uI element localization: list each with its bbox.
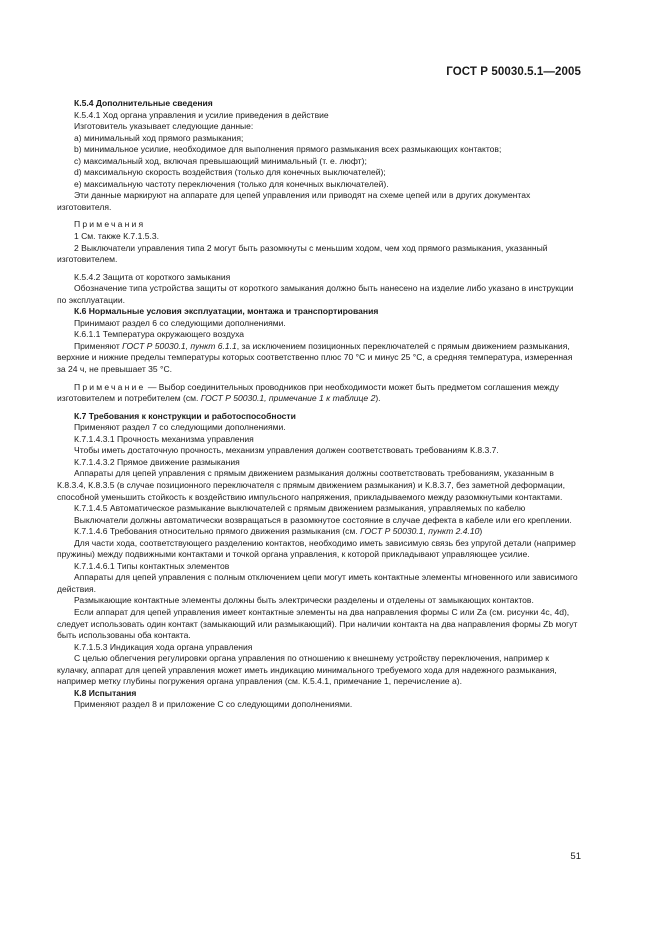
text-run: ). — [375, 393, 381, 404]
page-number: 51 — [570, 851, 581, 862]
list-item: d) максимальную скорость воздействия (только для конечных выключателей); — [74, 167, 386, 178]
note-item: 2 Выключатели управления типа 2 могут быть разомкнуты с меньшим ходом, чем ход прямого размыкания, указанный изготовителем. — [57, 242, 548, 265]
subsection-title: К.7.1.4.3.1 Прочность механизма управления — [74, 433, 254, 444]
body-paragraph: Эти данные маркируют на аппарате для цепей управления или приводят на схеме цепей или в других документах изготовителя. — [57, 190, 531, 212]
list-item: с) максимальный ход, включая превышающий минимальный (т. е. люфт); — [74, 155, 367, 166]
body-paragraph: Аппараты для цепей управления с прямым движением размыкания должны соответствовать требованиям, указанным в К.8.3.4, К.8.3.5 (в случае позиционного переключателя с прямым движением размыкания) и К.8.3.7, без заметной деформации, способной уменьшить стойкость к воздействию импульсного напряжения, прикладываемого между разомкнутыми контактами. — [57, 468, 566, 502]
body-paragraph: Размыкающие контактные элементы должны быть электрически разделены и отделены от замыкающих контактов. — [74, 595, 534, 606]
notes-heading: Примечания — [74, 219, 146, 230]
body-paragraph: Аппараты для цепей управления с полным отключением цепи могут иметь контактные элементы мгновенного или зависимого действия. — [57, 572, 578, 594]
section-heading: К.5.4 Дополнительные сведения — [74, 98, 213, 108]
subsection-title — [57, 526, 581, 538]
text-run: К.7.1.4.6 Требования относительно прямого движения размыкания (см. — [74, 526, 361, 537]
list-item: е) максимальную частоту переключения (только для конечных выключателей). — [74, 178, 389, 189]
section-heading: К.6 Нормальные условия эксплуатации, монтажа и транспортирования — [74, 306, 379, 317]
standard-reference: ГОСТ Р 50030.1, пункт 6.1.1 — [122, 340, 237, 351]
subsection-title: К.6.1.1 Температура окружающего воздуха — [74, 329, 245, 340]
text-run: , за исключением позиционных переключателей с прямым движением размыкания, верхние и нижние пределы температуры которых соответственно плюс 70 °С и минус 25 °С, а средняя температура, измеренная за 24 ч, не превышает 35 °С. — [57, 340, 573, 375]
body-paragraph: Если аппарат для цепей управления имеет контактные элементы на два направления формы С или Za (см. рисунки 4с, 4d), следует использовать один контакт (замыкающий или размыкающий). При наличии контакта на два направления формы Zb могут быть использованы оба контакта. — [57, 606, 578, 641]
list-item: b) минимальное усилие, необходимое для выполнения прямого размыкания всех размыкающих контактов; — [74, 144, 502, 155]
body-paragraph: Обозначение типа устройства защиты от короткого замыкания должно быть нанесено на изделие либо указано в инструкции по эксплуатации. — [57, 283, 574, 305]
text-run: ) — [479, 526, 483, 537]
body-paragraph: Изготовитель указывает следующие данные: — [74, 121, 254, 132]
subsection-title: К.7.1.4.3.2 Прямое движение размыкания — [74, 456, 240, 467]
note-paragraph — [57, 382, 581, 405]
subsection-title: К.7.1.4.6.1 Типы контактных элементов — [74, 560, 230, 571]
page-body — [57, 98, 581, 711]
body-paragraph: Выключатели должны автоматически возвращаться в разомкнутое состояние в случае дефекта в кабеле или его креплении. — [74, 514, 572, 525]
standard-reference: ГОСТ Р 50030.1, пункт 2.4.10 — [360, 526, 480, 537]
body-paragraph: Применяют раздел 7 со следующими дополнениями. — [74, 422, 286, 433]
note-label: Примечание — [74, 381, 146, 392]
body-paragraph: С целью облегчения регулировки органа управления по отношению к внешнему устройству переключения, например к кулачку, аппарат для цепей управления может иметь индикацию минимального требуемого хода для надежного размыкания, например метку глубины погружения органа управления (см. К.5.4.1, примечание 1, перечисление а). — [57, 653, 557, 687]
text-run: — Выбор соединительных проводников при необходимости может быть предметом соглашения между изготовителем и потребителем (см. — [57, 381, 559, 404]
page-header-standard: ГОСТ Р 50030.5.1—2005 — [446, 66, 581, 78]
section-heading: К.8 Испытания — [74, 687, 137, 698]
section-heading: К.7 Требования к конструкции и работоспособности — [74, 410, 296, 421]
body-paragraph: Для части хода, соответствующего разделению контактов, необходимо иметь зависимую связь без упругой детали (например пружины) между подвижными контактами и точкой органа управления, к которой прикладывают управляющее усилие. — [57, 537, 576, 560]
subsection-title: К.7.1.5.3 Индикация хода органа управления — [74, 641, 253, 652]
text-run: Применяют — [74, 340, 123, 351]
subsection-title: К.5.4.1 Ход органа управления и усилие приведения в действие — [74, 109, 329, 120]
subsection-title: К.5.4.2 Защита от короткого замыкания — [74, 271, 231, 282]
body-paragraph: Применяют раздел 8 и приложение С со следующими дополнениями. — [74, 699, 353, 710]
body-paragraph: Чтобы иметь достаточную прочность, механизм управления должен соответствовать требованиям К.8.3.7. — [74, 445, 499, 456]
subsection-title: К.7.1.4.5 Автоматическое размыкание выключателей с прямым движением размыкания, управляемых по кабелю — [74, 503, 526, 514]
list-item: а) минимальный ход прямого размыкания; — [74, 132, 244, 143]
body-paragraph — [57, 341, 581, 376]
standard-reference: ГОСТ Р 50030.1, примечание 1 к таблице 2 — [200, 393, 376, 404]
note-item: 1 См. также К.7.1.5.3. — [74, 231, 159, 242]
body-paragraph: Принимают раздел 6 со следующими дополнениями. — [74, 317, 286, 328]
